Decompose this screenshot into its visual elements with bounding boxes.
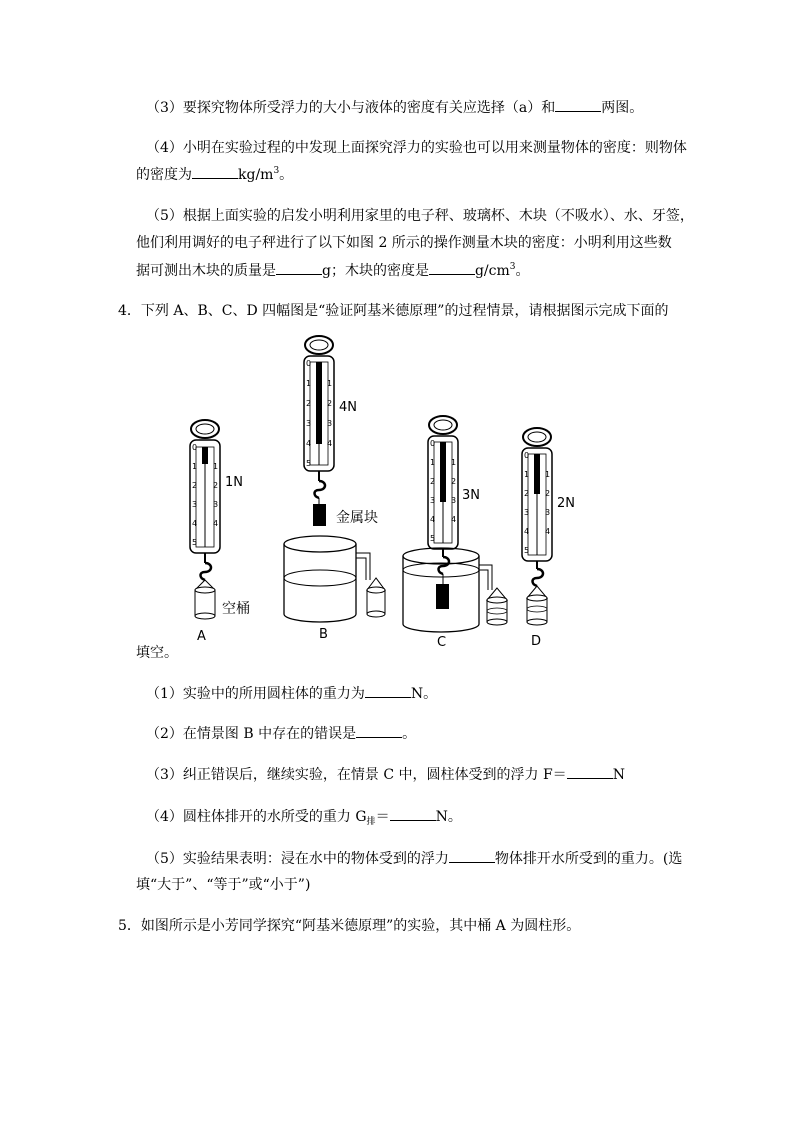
scale-d-num: 3 [545,508,551,517]
scale-a-num: 4 [192,519,198,528]
q5-unit-exponent: 3 [509,262,516,272]
p4-q5-line2: 填“大于”、“等于”或“小于”) [136,877,311,893]
label-empty-bucket: 空桶 [222,601,250,617]
scale-a-num: 4 [213,519,219,528]
bucket-with-water-d [527,586,547,625]
scale-a-num: 1 [192,462,198,471]
scale-b-num: 5 [306,459,312,468]
q4-suffix: 。 [279,167,294,183]
label-c: C [437,635,447,650]
q5-line1: （5）根据上面实验的启发小明利用家里的电子秤、玻璃杯、木块（不吸水）、水、牙签， [146,208,694,224]
label-b: B [319,627,328,642]
scale-a-num: 1 [213,462,219,471]
scale-c-num: 4 [451,515,457,524]
q3-text: （3）要探究物体所受浮力的大小与液体的密度有关应选择（a）和 [146,100,556,116]
scale-c-num: 2 [451,477,457,486]
p4-q1-answer-blank[interactable] [365,683,411,698]
scale-b-num: 3 [327,419,333,428]
overflow-cup-b [284,536,370,622]
scale-c-num: 0 [430,439,436,448]
panel-a [190,420,250,644]
scale-b-num: 1 [306,379,312,388]
q4-line1: （4）小明在实验过程的中发现上面探究浮力的实验也可以用来测量物体的密度：则物体 [146,140,687,156]
q4-unit-exponent: 3 [273,166,280,176]
scale-d-num: 5 [524,546,530,555]
label-metal-block: 金属块 [336,510,378,526]
p4-q4-line [146,806,462,827]
p4-q5-answer-blank[interactable] [449,848,495,863]
q5-mid: g；木块的密度是 [322,263,429,279]
p4-q4-suffix: N。 [435,809,462,825]
q3-suffix: 两图。 [601,100,644,116]
label-d: D [531,634,542,649]
scale-b-num: 2 [306,399,312,408]
p4-q1-line [146,683,437,704]
p4-q2-suffix: 。 [402,726,417,742]
scale-d-num: 4 [545,527,551,536]
scale-c-num: 3 [430,496,436,505]
q5-suffix: 。 [515,263,530,279]
panel-d [522,428,575,649]
p4-q2-answer-blank[interactable] [356,723,402,738]
panel-b [284,336,385,642]
p4-q2-text: （2）在情景图 B 中存在的错误是 [146,726,357,742]
scale-a-num: 3 [213,500,219,509]
scale-b-num: 4 [306,439,312,448]
scale-c-num: 1 [430,458,436,467]
p4-q3-line [146,764,625,785]
p4-q5-text: （5）实验结果表明：浸在水中的物体受到的浮力 [146,851,449,867]
q4-unit: kg/m [238,167,274,183]
reading-b: 4N [339,400,357,415]
problem5-intro: 5．如图所示是小芳同学探究“阿基米德原理”的实验，其中桶 A 为圆柱形。 [118,918,581,934]
p4-q2-line [146,723,416,744]
problem4-intro: 4．下列 A、B、C、D 四幅图是“验证阿基米德原理”的过程情景，请根据图示完成下面的 [118,303,669,319]
scale-b-indicator [316,362,322,444]
scale-c-num: 1 [451,458,457,467]
scale-d-num: 3 [524,508,530,517]
p4-q3-answer-blank[interactable] [567,764,613,779]
scale-b-num: 3 [306,419,312,428]
p4-q4-subscript: 排 [366,817,376,827]
scale-c-num: 2 [430,477,436,486]
metal-block-c [436,584,449,609]
p4-q3-text: （3）纠正错误后，继续实验，在情景 C 中，圆柱体受到的浮力 F＝ [146,767,567,783]
scale-c-num: 3 [451,496,457,505]
scale-b-num: 4 [327,439,333,448]
p4-q4-answer-blank[interactable] [390,806,436,821]
scale-c-num: 4 [430,515,436,524]
q4-prefix: 的密度为 [136,167,192,183]
scale-d-num: 4 [524,527,530,536]
scale-a-num: 0 [192,443,198,452]
panel-c [403,416,507,650]
metal-block-b [313,504,326,526]
scale-d-num: 1 [524,470,530,479]
label-a: A [197,629,206,644]
p4-q5-suffix: 物体排开水所受到的重力。(选 [494,851,683,867]
q5-prefix: 据可测出木块的质量是 [136,263,276,279]
scale-b-num: 0 [306,359,312,368]
p4-q4-equals: ＝ [375,809,390,825]
scale-a-num: 2 [213,481,219,490]
p4-q1-text: （1）实验中的所用圆柱体的重力为 [146,686,365,702]
p4-q1-suffix: N。 [410,686,438,702]
scale-d-num: 2 [524,489,530,498]
empty-bucket [195,590,215,616]
reading-a: 1N [225,475,243,490]
scale-a-indicator [202,447,208,464]
p4-q3-suffix: N [612,767,625,783]
scale-c-num: 5 [430,534,436,543]
scale-d-indicator [534,454,540,494]
q5-line2: 他们利用调好的电子秤进行了以下如图 2 所示的操作测量木块的密度：小明利用这些数 [136,235,672,251]
scale-b-num: 1 [327,379,333,388]
p4-q4-text: （4）圆柱体排开的水所受的重力 G [146,809,367,825]
catch-bucket-c [487,588,507,625]
scale-a-num: 2 [192,481,198,490]
reading-c: 3N [462,488,480,503]
problem4-intro-continued: 填空。 [136,645,178,661]
scale-c-indicator [440,442,446,502]
scale-d-num: 0 [524,451,530,460]
p4-q5-line1 [146,848,682,869]
catch-bucket-b [367,578,385,617]
scale-a-num: 3 [192,500,198,509]
scale-d-num: 1 [545,470,551,479]
scale-d-num: 2 [545,489,551,498]
scale-b-num: 2 [327,399,333,408]
q5-unit: g/cm [474,263,510,279]
reading-d: 2N [557,496,575,511]
scale-a-num: 5 [192,538,198,547]
